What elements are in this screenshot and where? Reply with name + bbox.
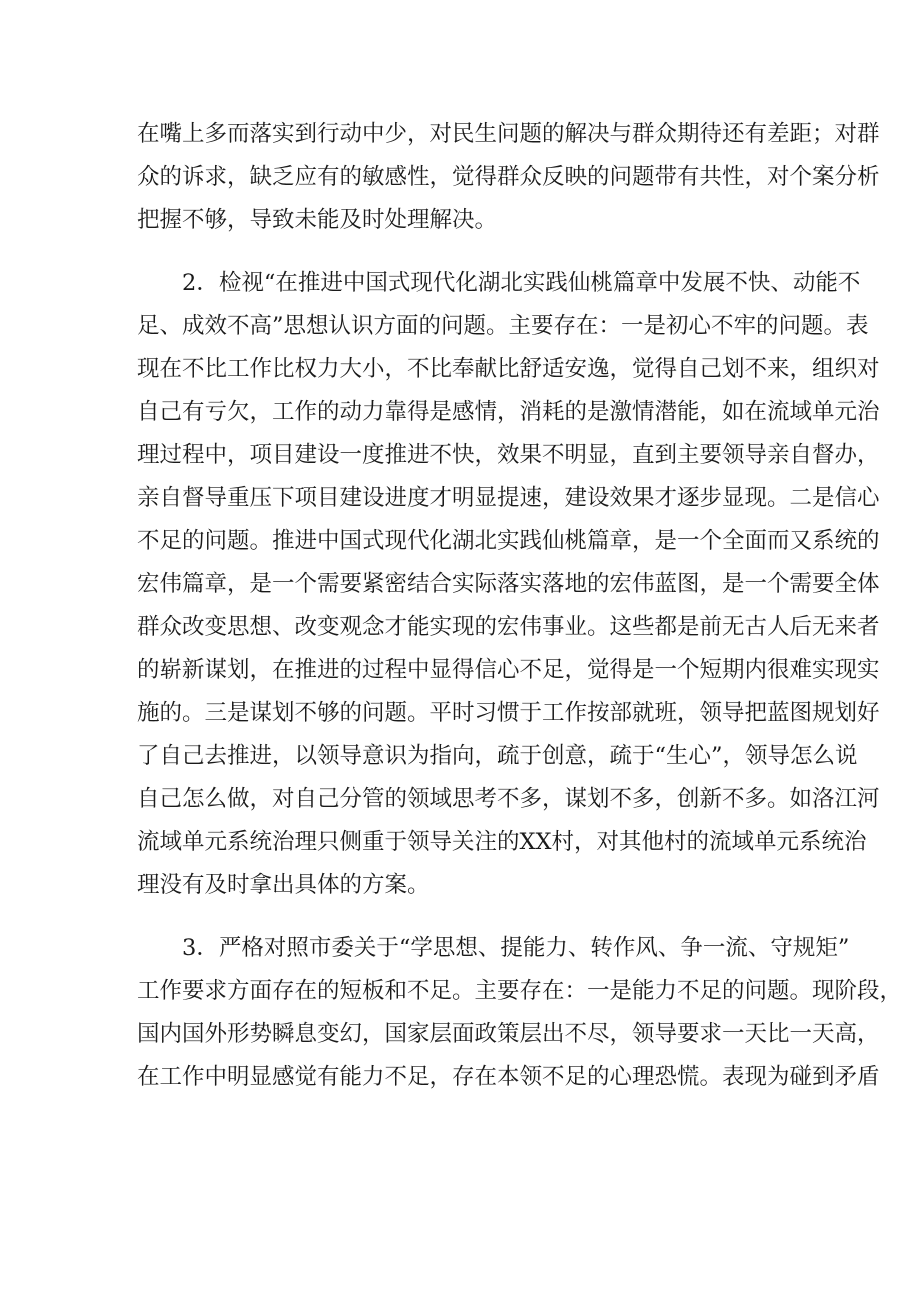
text-line: 把握不够，导致未能及时处理解决。: [137, 207, 498, 233]
paragraph-3: [137, 927, 903, 1099]
text-line: 理过程中，项目建设一度推进不快，效果不明显，直到主要领导亲自督办，: [137, 442, 880, 468]
text-line: 自己有亏欠，工作的动力靠得是感情，消耗的是激情潜能，如在流域单元治: [137, 399, 880, 425]
text-line: 工作要求方面存在的短板和不足。主要存在：一是能力不足的问题。现阶段，: [137, 978, 903, 1004]
text-line: 宏伟篇章，是一个需要紧密结合实际落实落地的宏伟蓝图，是一个需要全体: [137, 571, 880, 597]
text-line: 足、成效不高”思想认识方面的问题。主要存在：一是初心不牢的问题。表: [137, 313, 869, 339]
text-line: 群众改变思想、改变观念才能实现的宏伟事业。这些都是前无古人后无来者: [137, 614, 880, 640]
text-line: 自己怎么做，对自己分管的领域思考不多，谋划不多，创新不多。如洛江河: [137, 786, 880, 812]
text-line: 在嘴上多而落实到行动中少，对民生问题的解决与群众期待还有差距；对群: [137, 121, 880, 147]
text-line: 了自己去推进，以领导意识为指向，疏于创意，疏于“生心”，领导怎么说: [137, 743, 858, 769]
text-line: 亲自督导重压下项目建设进度才明显提速，建设效果才逐步显现。二是信心: [137, 485, 880, 511]
text-line: 国内国外形势瞬息变幻，国家层面政策层出不尽，领导要求一天比一天高，: [137, 1021, 880, 1047]
text-line: 不足的问题。推进中国式现代化湖北实践仙桃篇章，是一个全面而又系统的: [137, 528, 880, 554]
text-line: 理没有及时拿出具体的方案。: [137, 872, 430, 898]
text-line: 的崭新谋划，在推进的过程中显得信心不足，觉得是一个短期内很难实现实: [137, 657, 880, 683]
paragraph-2: [137, 262, 880, 907]
paragraph-1: [137, 113, 880, 242]
text-line: 施的。三是谋划不够的问题。平时习惯于工作按部就班，领导把蓝图规划好: [137, 700, 880, 726]
paragraph-gap: [137, 242, 800, 262]
text-line: 在工作中明显感觉有能力不足，存在本领不足的心理恐慌。表现为碰到矛盾: [137, 1064, 880, 1090]
text-line: 现在不比工作比权力大小，不比奉献比舒适安逸，觉得自己划不来，组织对: [137, 356, 880, 382]
text-line: 流域单元系统治理只侧重于领导关注的XX村，对其他村的流域单元系统治: [137, 829, 867, 855]
text-line: 3．严格对照市委关于“学思想、提能力、转作风、争一流、守规矩”: [137, 935, 850, 961]
text-line: 众的诉求，缺乏应有的敏感性，觉得群众反映的问题带有共性，对个案分析: [137, 164, 880, 190]
text-line: 2．检视“在推进中国式现代化湖北实践仙桃篇章中发展不快、动能不: [137, 270, 861, 296]
paragraph-gap: [137, 907, 800, 927]
